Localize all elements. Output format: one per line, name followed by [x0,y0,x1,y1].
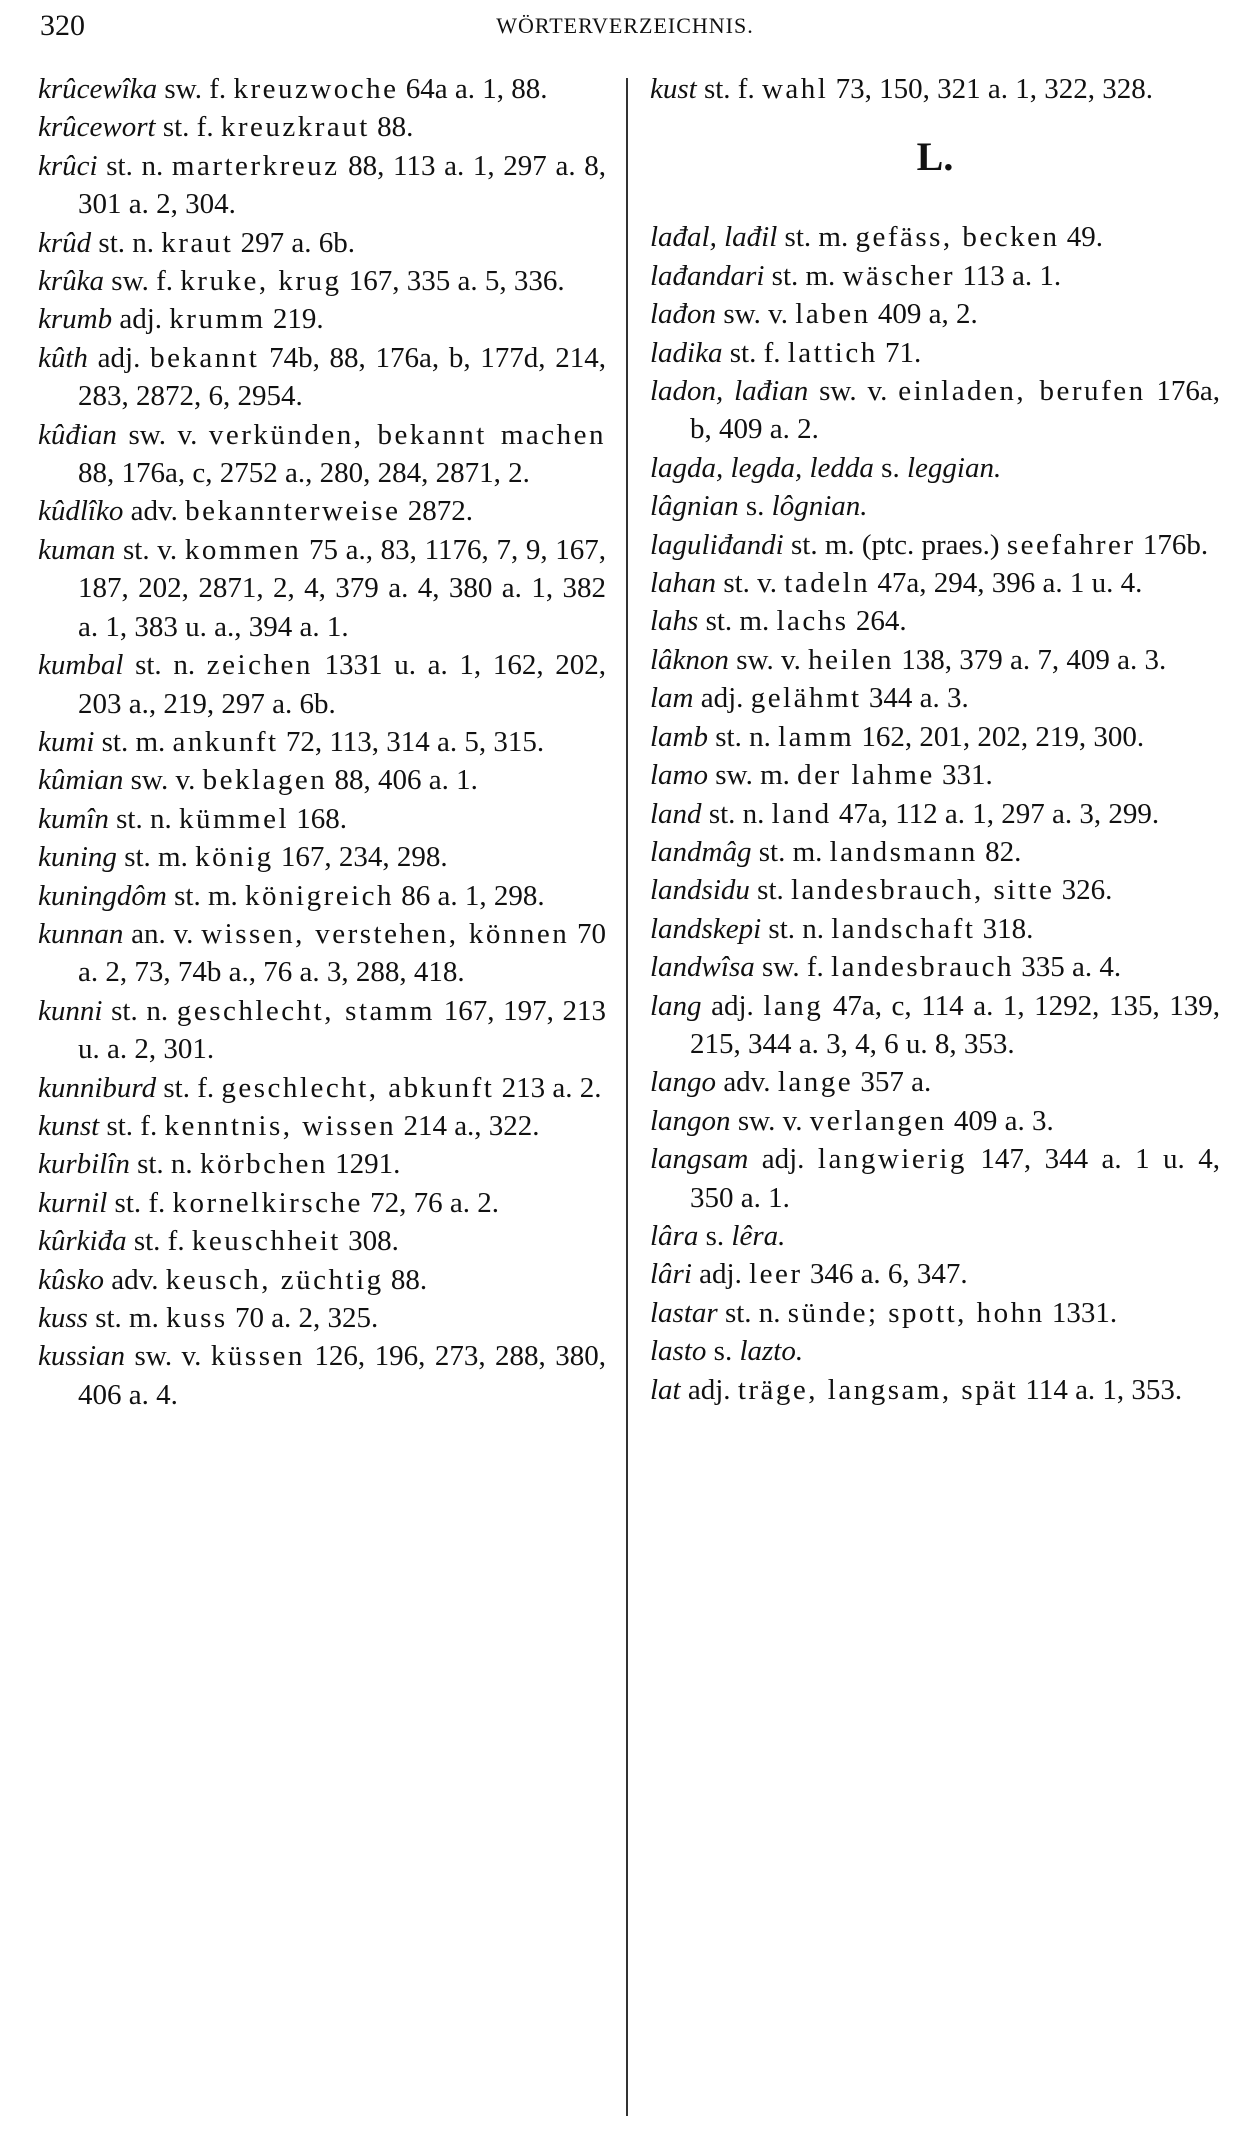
entry-grammar: st. n. [724,1296,781,1329]
right-column-top-entries [650,70,1220,108]
entry-meaning: geschlecht, abkunft [221,1071,495,1104]
dictionary-entry [38,761,606,799]
entry-grammar: s. [881,451,900,484]
entry-references: 409 a. 3. [953,1104,1054,1137]
dictionary-entry [38,1261,606,1299]
entry-see-reference: lêra. [731,1219,786,1252]
entry-references: 264. [855,605,907,638]
entry-meaning: keusch, züchtig [165,1263,384,1296]
dictionary-entry [38,1184,606,1222]
entry-references: 2872. [407,495,473,528]
entry-meaning: geschlecht, stamm [176,994,435,1027]
entry-grammar: st. m. [101,725,166,758]
entry-grammar: st. m. [174,879,238,912]
entry-grammar: st. f. [133,1225,185,1258]
entry-lemma: kunni [38,994,103,1027]
dictionary-entry [650,1140,1220,1217]
entry-grammar: st. n. [116,802,172,835]
entry-meaning: der lahme [797,759,935,792]
dictionary-entry [650,1371,1220,1409]
dictionary-entry [38,1107,606,1145]
entry-grammar: sw. v. [723,298,789,331]
entry-grammar: adj. [711,989,754,1022]
entry-lemma: lasto [650,1335,707,1368]
entry-grammar: s. [705,1219,725,1252]
dictionary-entry [38,1299,606,1337]
entry-lemma: lamo [650,759,708,792]
column-divider [626,78,628,2116]
entry-meaning: verkünden, bekannt machen [208,418,607,451]
entry-meaning: kuss [166,1302,228,1334]
dictionary-entry [650,756,1220,794]
entry-lemma: lagda, legda, ledda [650,451,874,484]
entry-lemma: ladon, lađian [650,375,809,408]
entry-lemma: kuman [38,533,116,566]
entry-grammar: adj. [97,341,141,374]
entry-lemma: kussian [38,1340,125,1373]
entry-grammar: st. n. [708,797,765,830]
entry-lemma: lâri [650,1258,692,1291]
entry-references: 49. [1066,221,1104,254]
entry-references: 326. [1061,874,1113,907]
entry-lemma: lâgnian [650,490,739,523]
entry-lemma: kûdlîko [38,495,124,528]
entry-grammar: st. m. [124,841,188,874]
entry-meaning: leer [749,1258,803,1291]
dictionary-entry [38,531,606,646]
right-column-entries [650,218,1220,1409]
entry-lemma: krûd [38,226,92,259]
entry-references: 75 a., 83, 1176, 7, 9, 167, 187, 202, 2871, 2, 4, 379 a. 4, 380 a. 1, 382 a. 1, 383 u. a., 394 a. 1. [78,533,607,643]
entry-lemma: kunst [38,1109,100,1142]
dictionary-entry [650,334,1220,372]
entry-references: 176b. [1142,528,1209,561]
entry-lemma: kunnan [38,917,124,950]
entry-meaning: heilen [808,643,895,676]
entry-references: 308. [348,1225,399,1258]
entry-meaning: wäscher [842,259,956,292]
entry-references: 1331 u. a. 1, 162, 202, 203 a., 219, 297 a. 6b. [78,649,607,720]
entry-meaning: gefäss, becken [855,221,1060,254]
entry-meaning: kruke, krug [180,265,342,298]
entry-lemma: kûth [38,341,88,374]
entry-meaning: marterkreuz [171,149,340,182]
entry-lemma: lat [650,1373,681,1406]
entry-meaning: königreich [245,879,395,912]
entry-grammar: st. m. (ptc. praes.) [790,528,1000,561]
entry-grammar: adv. [130,495,178,528]
entry-lemma: lahan [650,567,717,600]
dictionary-entry [650,602,1220,640]
entry-lemma: kûrkiđa [38,1225,127,1258]
entry-lemma: lađon [650,298,717,331]
dictionary-entry [650,679,1220,717]
entry-grammar: s. [713,1335,733,1368]
entry-grammar: st. n. [106,149,164,182]
dictionary-entry [38,70,606,108]
entry-lemma: krûci [38,149,98,182]
entry-grammar: st. m. [758,835,823,868]
entry-lemma: kûsko [38,1263,105,1296]
entry-lemma: lang [650,989,702,1022]
dictionary-entry [650,1217,1220,1255]
dictionary-entry [650,70,1220,108]
entry-references: 1331. [1051,1296,1118,1329]
entry-meaning: laben [795,298,871,331]
dictionary-entry [38,224,606,262]
entry-grammar: sw. f. [762,951,824,984]
entry-grammar: adv. [723,1066,771,1099]
entry-references: 88, 113 a. 1, 297 a. 8, 301 a. 2, 304. [78,149,606,221]
entry-lemma: landskepi [650,912,762,945]
entry-meaning: landschaft [831,912,976,945]
entry-meaning: kreuzwoche [233,73,399,105]
entry-references: 214 a., 322. [403,1109,540,1142]
entry-references: 73, 150, 321 a. 1, 322, 328. [835,73,1153,105]
entry-references: 82. [985,835,1022,868]
entry-grammar: sw. m. [715,759,790,792]
entry-lemma: lam [650,682,694,715]
entry-lemma: lango [650,1066,717,1099]
entry-references: 64a a. 1, 88. [405,73,548,105]
entry-lemma: laguliđandi [650,528,784,561]
dictionary-entry [38,1145,606,1183]
entry-lemma: kuning [38,841,117,874]
entry-references: 219. [272,303,324,336]
dictionary-entry [650,372,1220,449]
entry-references: 331. [942,759,993,792]
dictionary-entry [38,915,606,992]
entry-references: 70 a. 2, 73, 74b a., 76 a. 3, 288, 418. [78,917,606,989]
entry-grammar: adj. [687,1373,731,1406]
entry-lemma: kûđian [38,418,117,451]
entry-lemma: lamb [650,720,708,753]
entry-lemma: lâknon [650,643,729,676]
entry-references: 167, 335 a. 5, 336. [348,265,565,298]
entry-meaning: land [771,797,832,830]
entry-meaning: kümmel [178,802,290,835]
dictionary-entry [650,718,1220,756]
dictionary-entry [650,1294,1220,1332]
entry-grammar: sw. f. [111,265,174,298]
entry-grammar: sw. v. [819,375,888,408]
entry-lemma: lađandari [650,259,765,292]
entry-meaning: körbchen [199,1148,328,1181]
dictionary-entry [38,723,606,761]
entry-meaning: krumm [169,303,266,336]
dictionary-entry [650,449,1220,487]
entry-lemma: lahs [650,605,699,638]
entry-meaning: kommen [184,533,302,566]
entry-meaning: lange [777,1066,854,1099]
entry-grammar: st. v. [123,533,178,566]
entry-meaning: langwierig [817,1143,967,1176]
dictionary-entry [38,262,606,300]
dictionary-entry [38,300,606,338]
entry-grammar: an. v. [131,917,194,950]
dictionary-entry [650,218,1220,256]
entry-meaning: kraut [161,226,234,259]
entry-lemma: lađal, lađil [650,221,778,254]
dictionary-entry [650,987,1220,1064]
entry-references: 167, 234, 298. [280,841,448,874]
dictionary-entry [650,1102,1220,1140]
entry-grammar: st. v. [723,567,778,600]
entry-grammar: st. n. [715,720,771,753]
entry-meaning: keuschheit [191,1225,341,1258]
entry-references: 162, 201, 202, 219, 300. [861,720,1145,753]
dictionary-entry [650,526,1220,564]
entry-lemma: krûka [38,265,105,298]
entry-grammar: st. f. [162,111,214,144]
entry-references: 88. [377,111,414,144]
dictionary-entry [650,295,1220,333]
entry-references: 71. [884,336,922,369]
entry-grammar: st. f. [703,73,755,105]
entry-grammar: sw. f. [164,73,227,105]
entry-meaning: landesbrauch, sitte [791,874,1055,907]
entry-lemma: kumi [38,725,95,758]
entry-lemma: langon [650,1104,731,1137]
entry-grammar: sw. v. [130,764,196,797]
entry-meaning: landesbrauch [831,951,1015,984]
entry-meaning: kenntnis, wissen [164,1109,397,1142]
entry-lemma: kust [650,73,697,105]
entry-references: 357 a. [860,1066,932,1099]
dictionary-entry [650,487,1220,525]
section-letter-heading: L. [916,134,954,180]
entry-references: 86 a. 1, 298. [401,879,545,912]
dictionary-entry [650,1255,1220,1293]
entry-grammar: sw. v. [736,643,801,676]
entry-references: 409 a, 2. [877,298,978,331]
entry-grammar: st. m. [95,1302,159,1334]
dictionary-entry [650,948,1220,986]
entry-meaning: landsmann [829,835,978,868]
entry-lemma: landsidu [650,874,750,907]
entry-references: 72, 76 a. 2. [370,1186,499,1219]
entry-references: 114 a. 1, 353. [1025,1373,1183,1406]
page-header [40,6,1210,46]
entry-meaning: seefahrer [1006,528,1136,561]
dictionary-entry [38,992,606,1069]
entry-grammar: s. [745,490,765,523]
entry-grammar: st. n. [768,912,824,945]
entry-meaning: sünde; spott, hohn [787,1296,1045,1329]
entry-references: 47a, 294, 396 a. 1 u. 4. [877,567,1143,600]
entry-references: 47a, c, 114 a. 1, 1292, 135, 139, 215, 344 a. 3, 4, 6 u. 8, 353. [690,989,1221,1060]
dictionary-entry [650,1332,1220,1370]
entry-grammar: sw. v. [128,418,198,451]
entry-lemma: lastar [650,1296,718,1329]
entry-lemma: krûcewîka [38,73,158,105]
entry-grammar: sw. v. [134,1340,202,1373]
entry-references: 74b, 88, 176a, b, 177d, 214, 283, 2872, 6, 2954. [78,341,607,413]
entry-references: 1291. [335,1148,401,1181]
entry-references: 346 a. 6, 347. [809,1258,968,1291]
entry-meaning: beklagen [202,764,328,797]
entry-meaning: gelähmt [750,682,862,715]
entry-meaning: könig [195,841,274,874]
entry-references: 176a, b, 409 a. 2. [690,375,1221,446]
entry-meaning: kreuzkraut [220,111,370,144]
entry-references: 168. [296,802,348,835]
entry-grammar: st. n. [137,1148,193,1181]
entry-lemma: landmâg [650,835,752,868]
entry-references: 113 a. 1. [962,259,1062,292]
entry-references: 344 a. 3. [868,682,969,715]
entry-references: 335 a. 4. [1021,951,1122,984]
entry-lemma: krumb [38,303,113,336]
entry-grammar: st. m. [771,259,836,292]
dictionary-entry [650,910,1220,948]
entry-references: 318. [982,912,1034,945]
entry-grammar: adv. [111,1263,159,1296]
entry-meaning: lamm [778,720,855,753]
page-number: 320 [40,9,85,42]
dictionary-entry [38,1069,606,1107]
entry-references: 88. [390,1263,428,1296]
entry-references: 88, 406 a. 1. [334,764,478,797]
entry-see-reference: lazto. [739,1335,804,1368]
dictionary-entry [38,1222,606,1260]
dictionary-entry [650,257,1220,295]
right-column [650,70,1220,1409]
entry-lemma: langsam [650,1143,749,1176]
entry-references: 147, 344 a. 1 u. 4, 350 a. 1. [690,1143,1220,1214]
entry-meaning: träge, langsam, spät [737,1373,1019,1406]
entry-see-reference: lôgnian. [771,490,868,523]
entry-meaning: zeichen [206,649,313,682]
entry-references: 126, 196, 273, 288, 380, 406 a. 4. [78,1340,607,1411]
entry-meaning: einladen, berufen [898,375,1146,408]
entry-lemma: landwîsa [650,951,755,984]
entry-grammar: st. n. [111,994,169,1027]
entry-lemma: kurnil [38,1186,108,1219]
dictionary-entry [38,147,606,224]
entry-meaning: bekannt [150,341,260,374]
entry-meaning: verlangen [809,1104,947,1137]
entry-references: 70 a. 2, 325. [234,1302,379,1334]
entry-grammar: st. m. [705,605,770,638]
entry-grammar: st. m. [784,221,849,254]
dictionary-entry [38,1337,606,1414]
dictionary-entry [38,646,606,723]
dictionary-entry [650,833,1220,871]
entry-lemma: kuss [38,1302,88,1334]
entry-grammar: adj. [119,303,163,336]
dictionary-entry [650,795,1220,833]
entry-lemma: krûcewort [38,111,156,144]
entry-lemma: kûmian [38,764,124,797]
entry-references: 88, 176a, c, 2752 a., 280, 284, 2871, 2. [78,457,530,490]
entry-meaning: küssen [210,1340,305,1373]
entry-meaning: lang [763,989,824,1022]
running-title: WÖRTERVERZEICHNIS. [496,13,754,38]
entry-lemma: kumîn [38,802,109,835]
dictionary-entry [38,800,606,838]
dictionary-entry [38,108,606,146]
dictionary-entry [38,877,606,915]
entry-see-reference: leggian. [906,451,1002,484]
left-column [38,70,606,1414]
dictionary-entry [38,416,606,493]
dictionary-entry [650,564,1220,602]
entry-meaning: tadeln [784,567,871,600]
entry-lemma: land [650,797,702,830]
entry-grammar: st. n. [135,649,196,682]
entry-grammar: st. f. [106,1109,158,1142]
entry-grammar: st. f. [729,336,781,369]
entry-meaning: wissen, verstehen, können [201,917,570,950]
entry-meaning: kornelkirsche [172,1186,363,1219]
entry-lemma: lâra [650,1219,699,1252]
entry-grammar: adj. [761,1143,805,1176]
entry-references: 138, 379 a. 7, 409 a. 3. [901,643,1167,676]
entry-grammar: adj. [700,682,744,715]
entry-references: 72, 113, 314 a. 5, 315. [285,725,545,758]
entry-references: 297 a. 6b. [240,226,355,259]
entry-grammar: st. [757,874,784,907]
entry-grammar: st. f. [114,1186,166,1219]
entry-grammar: st. f. [163,1071,215,1104]
entry-references: 213 a. 2. [501,1071,602,1104]
entry-grammar: st. n. [98,226,155,259]
dictionary-entry [650,871,1220,909]
entry-meaning: wahl [761,73,829,105]
entry-lemma: kumbal [38,649,124,682]
entry-meaning: bekannterweise [185,495,401,528]
entry-meaning: lattich [787,336,878,369]
entry-lemma: ladika [650,336,723,369]
entry-references: 167, 197, 213 u. a. 2, 301. [78,994,607,1066]
dictionary-entry [650,641,1220,679]
entry-grammar: sw. v. [737,1104,803,1137]
entry-lemma: kunniburd [38,1071,157,1104]
entry-lemma: kuningdôm [38,879,167,912]
dictionary-entry [650,1063,1220,1101]
entry-grammar: adj. [699,1258,742,1291]
dictionary-entry [38,492,606,530]
entry-lemma: kurbilîn [38,1148,130,1181]
entry-references: 47a, 112 a. 1, 297 a. 3, 299. [838,797,1160,830]
dictionary-entry [38,339,606,416]
dictionary-entry [38,838,606,876]
entry-meaning: lachs [776,605,849,638]
entry-meaning: ankunft [172,725,279,758]
